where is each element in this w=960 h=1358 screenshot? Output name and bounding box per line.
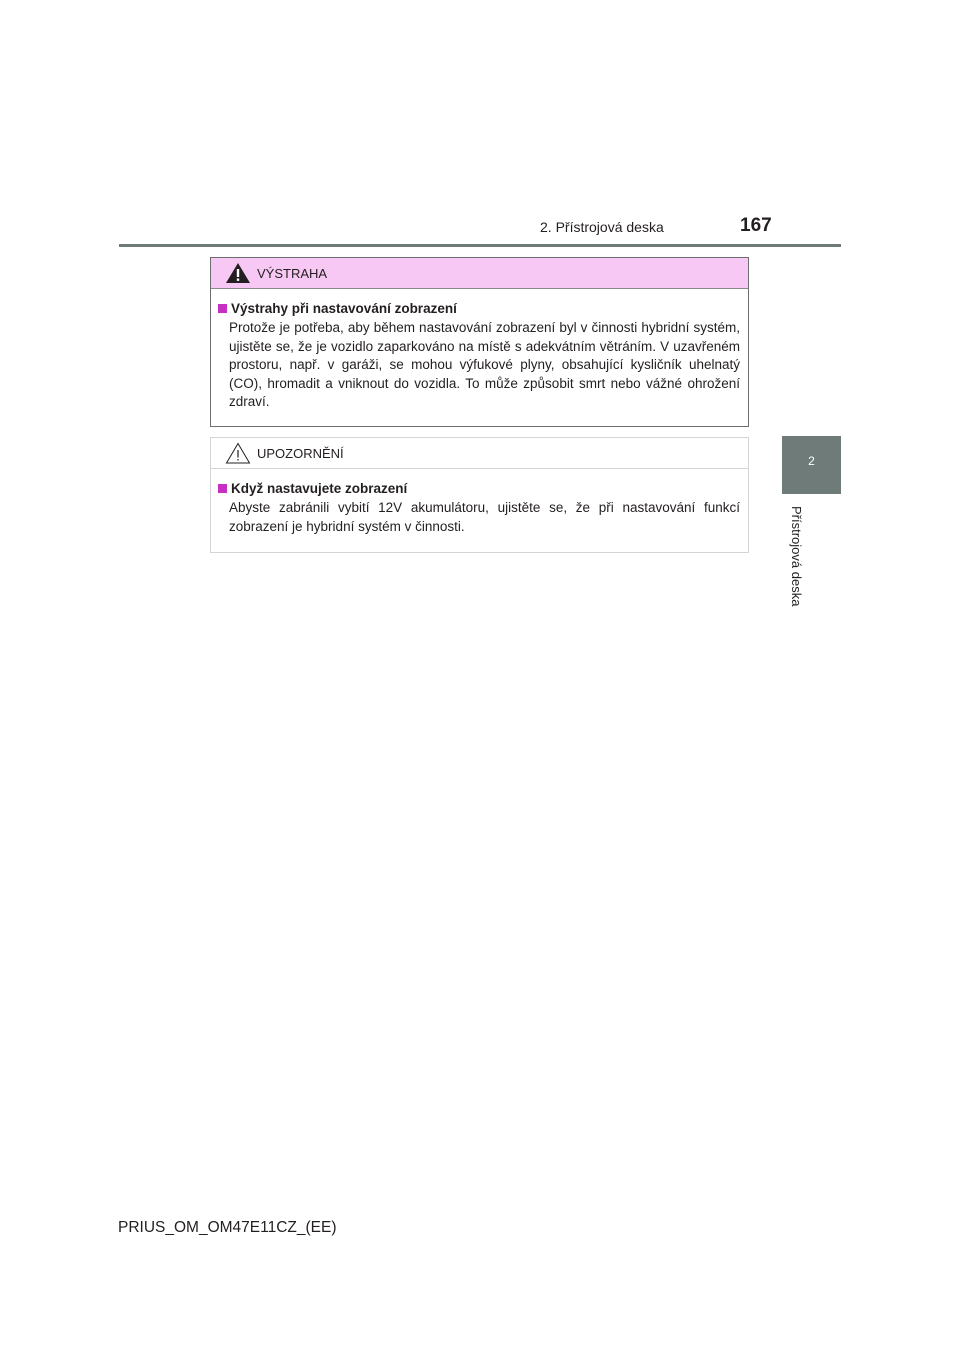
caution-heading: UPOZORNĚNÍ [257, 445, 344, 461]
warning-heading: VÝSTRAHA [257, 265, 328, 281]
caution-box [210, 437, 749, 553]
caution-item-text: Abyste zabránili vybití 12V akumulátoru, ujistěte se, že při nastavování funkcí zobrazení je hybridní systém v činnosti. [229, 500, 740, 534]
caution-box-header [211, 438, 748, 469]
warning-item-text: Protože je potřeba, aby během nastavování zobrazení byl v činnosti hybridní systém, ujistěte se, že je vozidlo zaparkováno na místě s adekvátním větráním. V uzavřeném prostoru, např. v garáži, se mohou výfukové plyny, obsahující kysličník uhelnatý (CO), hromadit a vniknout do vozidla. To může způsobit smrt nebo vážné ohrožení zdraví. [229, 320, 740, 409]
section-title: 2. Přístrojová deska [540, 219, 664, 235]
square-bullet-icon [218, 484, 227, 493]
document-code: PRIUS_OM_OM47E11CZ_(EE) [118, 1219, 337, 1236]
square-bullet-icon [218, 304, 227, 313]
warning-box-header [211, 258, 748, 289]
caution-box-body [211, 469, 748, 536]
warning-box [210, 257, 749, 427]
header-divider [119, 244, 841, 247]
chapter-number: 2 [808, 454, 815, 468]
warning-item-title-text: Výstrahy při nastavování zobrazení [231, 301, 457, 316]
chapter-tab [782, 436, 841, 494]
caution-item-title [217, 481, 740, 496]
warning-box-body [211, 289, 748, 412]
warning-triangle-icon [225, 262, 251, 284]
caution-item-title-text: Když nastavujete zobrazení [231, 481, 408, 496]
caution-triangle-icon [225, 442, 251, 464]
page-number: 167 [740, 215, 772, 236]
chapter-label: Přístrojová deska [789, 506, 804, 607]
warning-item-title [217, 301, 740, 316]
